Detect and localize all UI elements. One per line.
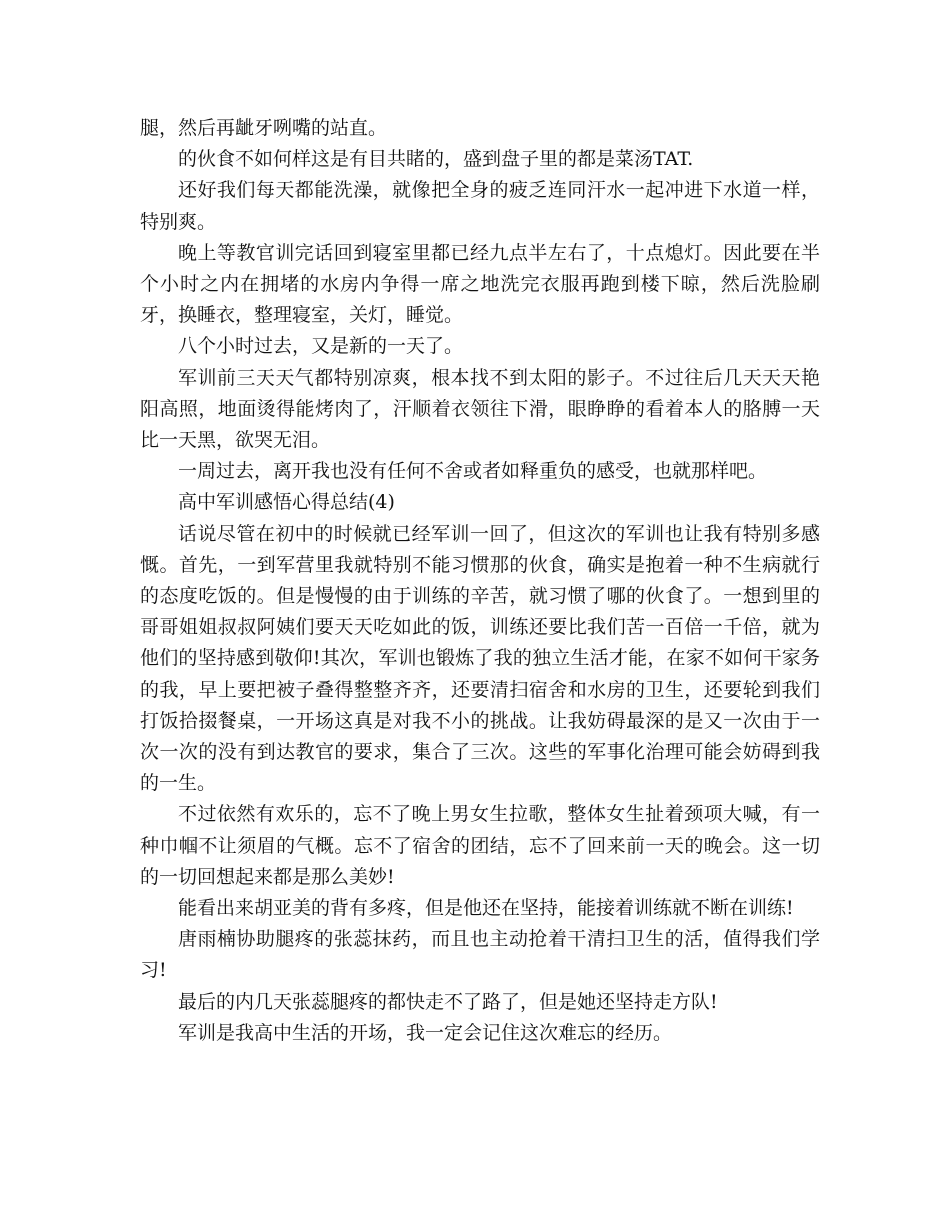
paragraph: 腿，然后再龇牙咧嘴的站直。 [140, 117, 388, 139]
section-heading: 高中军训感悟心得总结(4) [178, 491, 395, 514]
document-page [140, 113, 820, 1049]
paragraph: 不过依然有欢乐的，忘不了晚上男女生拉歌，整体女生扯着颈项大喊，有一种巾帼不让须眉的气概。忘不了宿舍的团结，忘不了回来前一天的晚会。这一切的一切回想起来都是那么美妙! [140, 803, 820, 888]
paragraph: 军训前三天天气都特别凉爽，根本找不到太阳的影子。不过往后几天天天艳阳高照，地面烫得能烤肉了，汗顺着衣领往下滑，眼睁睁的看着本人的胳膊一天比一天黑，欲哭无泪。 [140, 366, 820, 452]
paragraph: 话说尽管在初中的时候就已经军训一回了，但这次的军训也让我有特别多感慨。首先，一到军营里我就特别不能习惯那的伙食，确实是抱着一种不生病就行的态度吃饭的。但是慢慢的由于训练的辛苦，就习惯了哪的伙食了。一想到里的哥哥姐姐叔叔阿姨们要天天吃如此的饭，训练还要比我们苦一百倍一千倍，就为他们的坚持感到敬仰!其次，军训也锻炼了我的独立生活才能，在家不如何干家务的我，早上要把被子叠得整整齐齐，还要清扫宿舍和水房的卫生，还要轮到我们打饭拾掇餐桌，一开场这真是对我不小的挑战。让我妨碍最深的是又一次由于一次一次的没有到达教官的要求，集合了三次。这些的军事化治理可能会妨碍到我的一生。 [140, 522, 820, 795]
paragraph: 唐雨楠协助腿疼的张蕊抹药，而且也主动抢着干清扫卫生的活，值得我们学习! [140, 928, 820, 982]
paragraph: 最后的内几天张蕊腿疼的都快走不了路了，但是她还坚持走方队! [178, 990, 718, 1013]
paragraph: 的伙食不如何样这是有目共睹的，盛到盘子里的都是菜汤TAT. [178, 148, 694, 171]
paragraph: 军训是我高中生活的开场，我一定会记住这次难忘的经历。 [178, 1021, 673, 1044]
paragraph: 还好我们每天都能洗澡，就像把全身的疲乏连同汗水一起冲进下水道一样，特别爽。 [140, 179, 820, 233]
paragraph: 晚上等教官训完话回到寝室里都已经九点半左右了，十点熄灯。因此要在半个小时之内在拥堵的水房内争得一席之地洗完衣服再跑到楼下晾，然后洗脸刷牙，换睡衣，整理寝室，关灯，睡觉。 [140, 241, 820, 327]
paragraph: 一周过去，离开我也没有任何不舍或者如释重负的感受，也就那样吧。 [178, 460, 768, 483]
paragraph: 八个小时过去，又是新的一天了。 [178, 335, 464, 358]
paragraph: 能看出来胡亚美的背有多疼，但是他还在坚持，能接着训练就不断在训练! [178, 897, 794, 920]
